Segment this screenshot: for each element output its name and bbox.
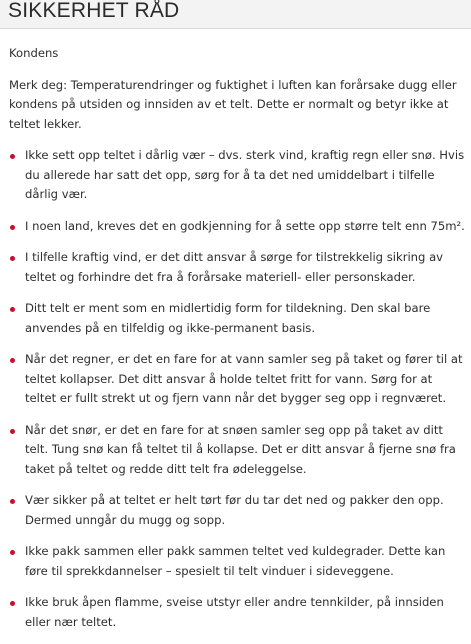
list-item-text: Ikke pakk sammen eller pakk sammen teltet ved kuldegrader. Dette kan føre til sprekkdannelser – spesielt til telt vinduer i sideveggene. bbox=[25, 544, 446, 578]
list-item-text: I tilfelle kraftig vind, er det ditt ansvar å sørge for tilstrekkelig sikring av teltet og forhindre det fra å forårsake materiell- eller personskader. bbox=[25, 250, 444, 284]
section-heading: Kondens bbox=[9, 46, 59, 60]
intro-paragraph: Merk deg: Temperaturendringer og fuktighet i luften kan forårsake dugg eller kondens på utsiden og innsiden av et telt. Dette er normalt og betyr ikke at teltet lekker. bbox=[9, 77, 457, 131]
list-item bbox=[9, 593, 465, 632]
page-header bbox=[0, 0, 471, 29]
list-item bbox=[9, 421, 465, 480]
list-item bbox=[9, 299, 465, 338]
bullet-icon bbox=[10, 225, 15, 230]
list-item-text: Når det regner, er det en fare for at vann samler seg på taket og fører til at teltet kollapser. Det ditt ansvar å holde teltet fritt for vann. Sørg for at teltet er fullt strekt ut og fjern vann når det bygger seg opp i regnværet. bbox=[25, 352, 463, 405]
list-item bbox=[9, 248, 465, 287]
page-title: SIKKERHET RÅD bbox=[8, 0, 180, 22]
bullet-icon bbox=[10, 154, 15, 159]
main-content bbox=[9, 44, 465, 644]
bullet-icon bbox=[10, 429, 15, 434]
list-item-text: Når det snør, er det en fare for at snøen samler seg opp på taket av ditt telt. Tung snø kan få teltet til å kollapse. Det er ditt ansvar å fjerne snø fra taket på teltet og redde ditt telt fra ødeleggelse. bbox=[25, 422, 456, 476]
list-item-text: I noen land, kreves det en godkjenning for å sette opp større telt enn 75m². bbox=[25, 218, 465, 233]
list-item bbox=[9, 217, 465, 237]
bullet-icon bbox=[10, 550, 15, 555]
list-item-text: Ikke sett opp teltet i dårlig vær – dvs. sterk vind, kraftig regn eller snø. Hvis du allerede har satt det opp, sørg for å ta det ned umiddelbart i tilfelle dårlig vær. bbox=[25, 148, 465, 201]
list-item-text: Vær sikker på at teltet er helt tørt før du tar det ned og pakker den opp. Dermed unngår du mugg og sopp. bbox=[25, 493, 444, 527]
list-item-text: Ikke bruk åpen flamme, sveise utstyr eller andre tennkilder, på innsiden eller nær teltet. bbox=[25, 595, 444, 629]
list-item bbox=[9, 350, 465, 409]
bullet-icon bbox=[10, 601, 15, 606]
bullet-icon bbox=[10, 358, 15, 363]
bullet-icon bbox=[10, 307, 15, 312]
list-item-text: Ditt telt er ment som en midlertidig form for tildekning. Den skal bare anvendes på en tilfeldig og ikke-permanent basis. bbox=[25, 301, 431, 335]
list-item bbox=[9, 491, 465, 530]
advice-list bbox=[9, 146, 465, 632]
bullet-icon bbox=[10, 256, 15, 261]
list-item bbox=[9, 146, 465, 205]
bullet-icon bbox=[10, 499, 15, 504]
list-item bbox=[9, 542, 465, 581]
